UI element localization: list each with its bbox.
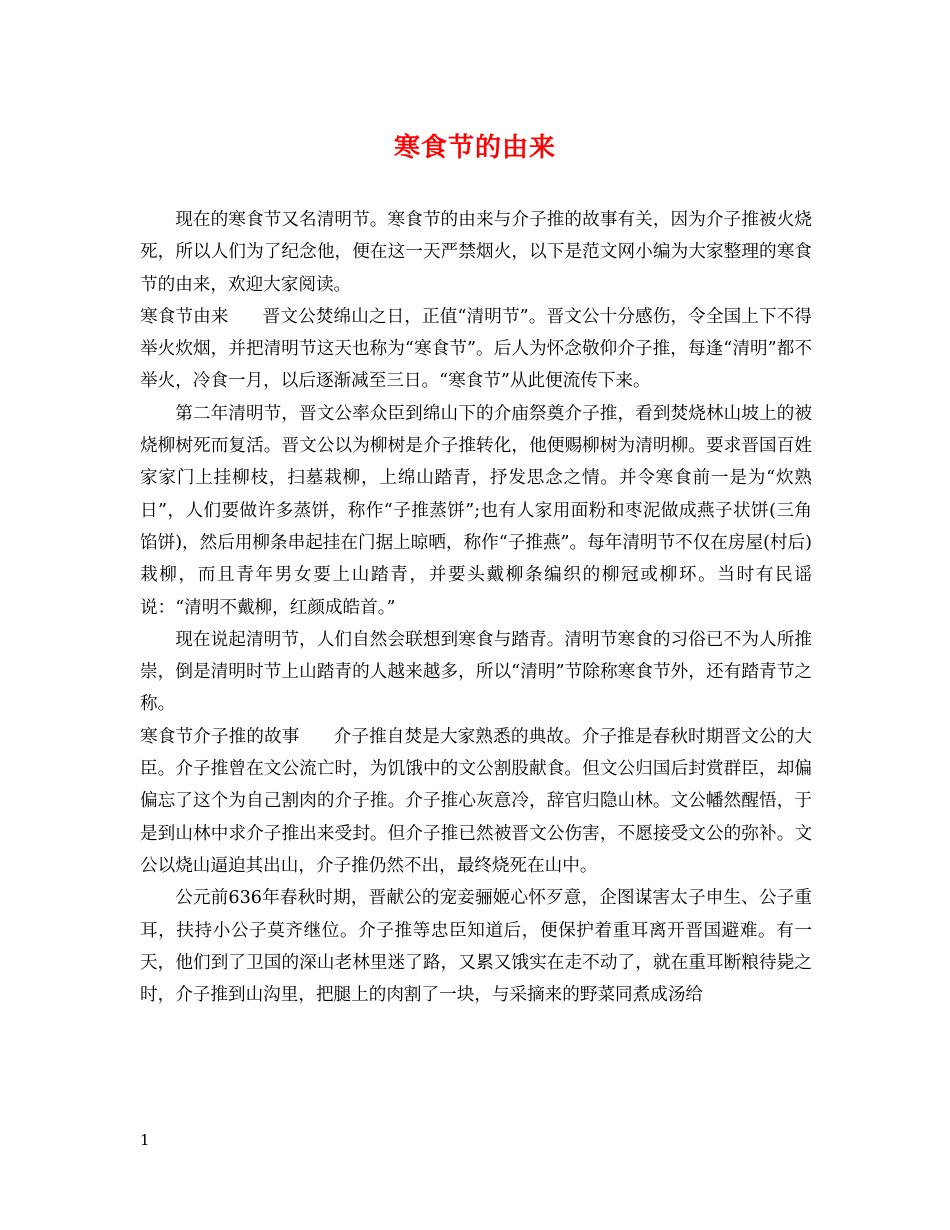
document-title: 寒食节的由来 <box>393 133 556 163</box>
paragraph-text: 现在说起清明节，人们自然会联想到寒食与踏青。清明节寒食的习俗已不为人所推崇，倒是清明时节上山踏青的人越来越多，所以“清明”节除称寒食节外，还有踏青节之称。 <box>140 629 812 715</box>
page-number: 1 <box>140 1131 150 1149</box>
paragraph-second-year <box>140 398 812 624</box>
paragraph-intro <box>140 204 812 301</box>
paragraph-text: 晋文公焚绵山之日，正值“清明节”。晋文公十分感伤，令全国上下不得举火炊烟，并把清明节这天也称为“寒食节”。后人为怀念敬仰介子推，每逢“清明”都不举火，冷食一月，以后逐渐减至三日。“寒食节”从此便流传下来。 <box>140 306 812 392</box>
document-body <box>140 204 812 1011</box>
paragraph-origin <box>140 301 812 398</box>
paragraph-text: 第二年清明节，晋文公率众臣到绵山下的介庙祭奠介子推，看到焚烧林山坡上的被烧柳树死而复活。晋文公以为柳树是介子推转化，他便赐柳树为清明柳。要求晋国百姓家家门上挂柳枝，扫墓栽柳，上绵山踏青，抒发思念之情。并令寒食前一是为“炊熟日”，人们要做许多蒸饼，称作“子推蒸饼”;也有人家用面粉和枣泥做成燕子状饼(三角馅饼)，然后用柳条串起挂在门据上晾晒，称作“子推燕”。每年清明节不仅在房屋(村后)栽柳，而且青年男女要上山踏青，并要头戴柳条编织的柳冠或柳环。当时有民谣说：“清明不戴柳，红颜成皓首。” <box>140 403 812 618</box>
paragraph-text: 公元前636年春秋时期，晋献公的宠妾骊姬心怀歹意，企图谋害太子申生、公子重耳，扶持小公子莫齐继位。介子推等忠臣知道后，便保护着重耳离开晋国避难。有一天，他们到了卫国的深山老林里迷了路，又累又饿实在走不动了，就在重耳断粮待毙之时，介子推到山沟里，把腿上的肉割了一块，与采摘来的野菜同煮成汤给 <box>140 888 812 1006</box>
paragraph-text: 现在的寒食节又名清明节。寒食节的由来与介子推的故事有关，因为介子推被火烧死，所以人们为了纪念他，便在这一天严禁烟火，以下是范文网小编为大家整理的寒食节的由来，欢迎大家阅读。 <box>140 210 812 295</box>
paragraph-text: 介子推自焚是大家熟悉的典故。介子推是春秋时期晋文公的大臣。介子推曾在文公流亡时，为饥饿中的文公割股献食。但文公归国后封赏群臣，却偏偏忘了这个为自己割肉的介子推。介子推心灰意冷，辞官归隐山林。文公幡然醒悟，于是到山林中求介子推出来受封。但介子推已然被晋文公伤害，不愿接受文公的弥补。文公以烧山逼迫其出山，介子推仍然不出，最终烧死在山中。 <box>140 726 812 876</box>
section-heading: 寒食节由来 <box>140 306 229 327</box>
paragraph-story <box>140 721 812 882</box>
paragraph-history <box>140 882 812 1011</box>
paragraph-present-day <box>140 624 812 721</box>
section-heading: 寒食节介子推的故事 <box>140 726 300 747</box>
